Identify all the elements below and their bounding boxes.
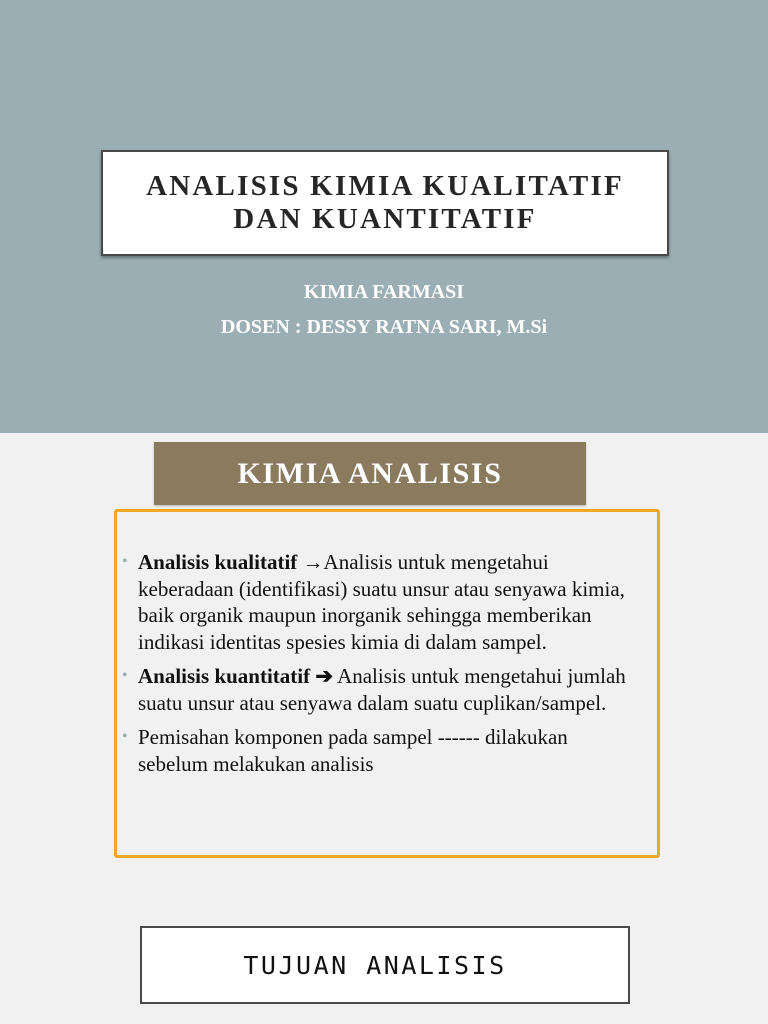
title-line-2: DAN KUANTITATIF [233, 203, 537, 235]
bullet-text: Analisis untuk mengetahui jumlah suatu unsur atau senyawa dalam suatu cuplikan/sampel. [138, 664, 626, 715]
list-item [122, 724, 642, 777]
section-heading: KIMIA ANALISIS [237, 456, 503, 490]
bullet-term: Analisis kuantitatif [138, 664, 311, 688]
list-item [122, 549, 642, 655]
list-item [122, 663, 642, 716]
section-heading-bar [154, 442, 586, 505]
subtitle-course: KIMIA FARMASI [303, 281, 465, 303]
arrow-icon: → [302, 550, 324, 574]
bullet-text: Pemisahan komponen pada sampel ------ dilakukan sebelum melakukan analisis [138, 725, 568, 776]
arrow-icon: ➔ [315, 664, 333, 688]
subtitle-lecturer: DOSEN : DESSY RATNA SARI, M.Si [220, 316, 548, 338]
bullet-dot: • [122, 553, 128, 570]
title-box [101, 150, 669, 256]
title-slide [0, 0, 768, 433]
bullet-dot: • [122, 667, 128, 684]
tujuan-heading: TUJUAN ANALISIS [243, 950, 507, 980]
tujuan-box [140, 926, 630, 1004]
bullet-dot: • [122, 728, 128, 745]
title-line-1: ANALISIS KIMIA KUALITATIF [146, 170, 624, 202]
content-box [114, 509, 660, 858]
bullet-text: Analisis untuk mengetahui keberadaan (identifikasi) suatu unsur atau senyawa kimia, baik organik maupun inorganik sehingga memberikan indikasi identitas spesies kimia di dalam sampel. [138, 550, 625, 654]
bullet-list [122, 549, 642, 785]
bullet-term: Analisis kualitatif [138, 550, 298, 574]
